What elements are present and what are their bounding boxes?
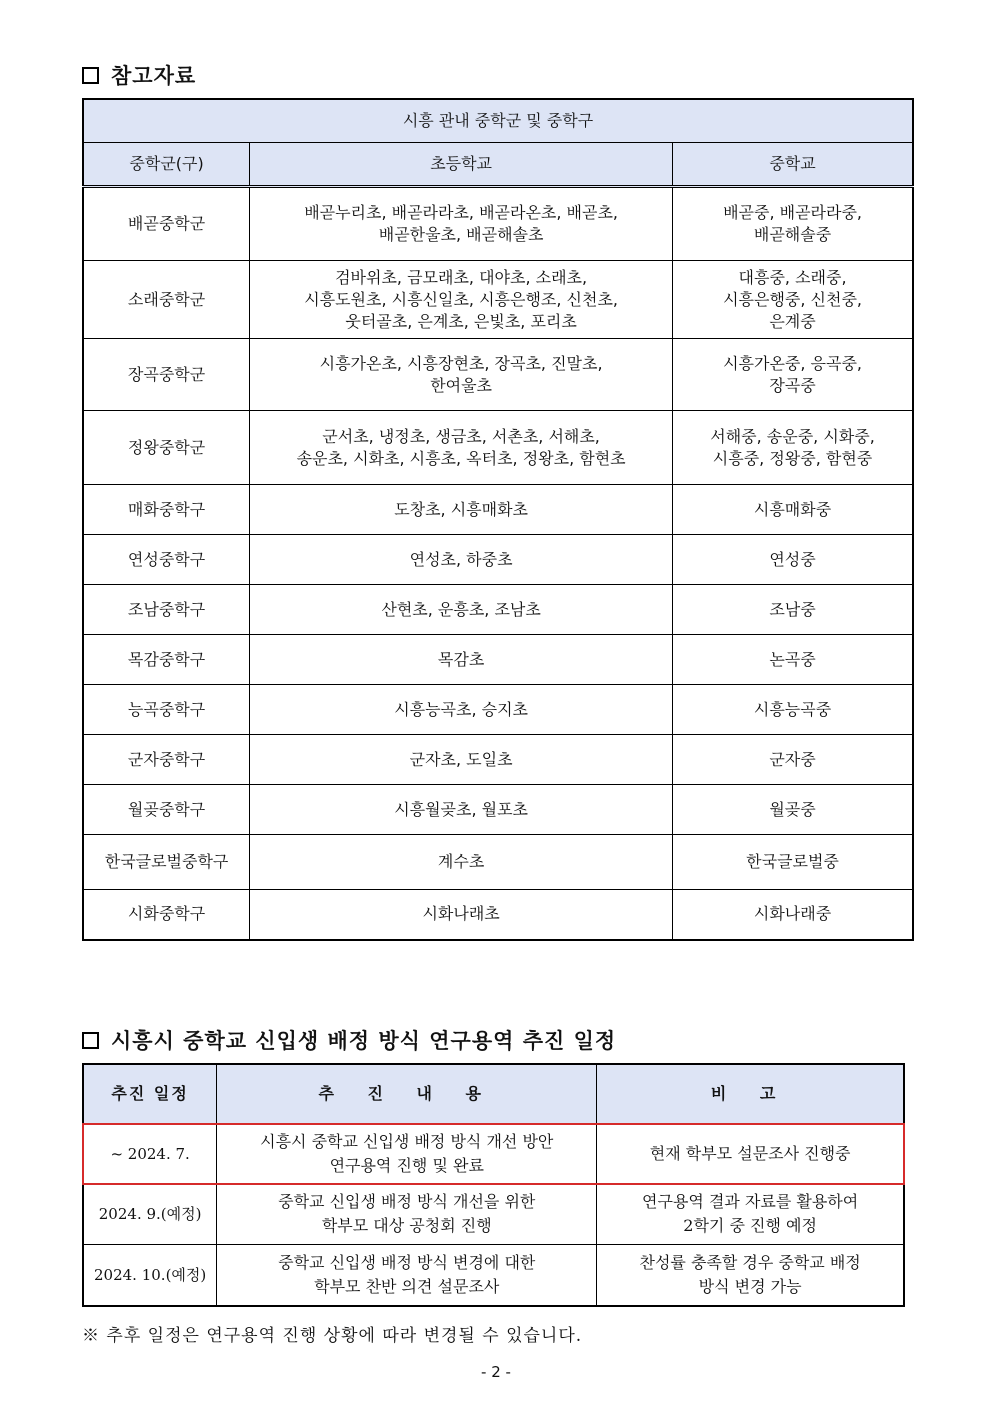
schedule-table <box>82 1063 905 1307</box>
table-row <box>83 535 913 585</box>
schedule-row <box>83 1184 904 1244</box>
schedule-note-line: 현재 학부모 설문조사 진행중 <box>649 1144 851 1163</box>
table-row <box>83 685 913 735</box>
elementary-schools-line: 웃터골초, 은계초, 은빛초, 포리초 <box>345 311 577 331</box>
table-row <box>83 339 913 411</box>
middle-schools-line: 시흥매화중 <box>753 499 832 519</box>
zone-name-cell: 소래중학군 <box>83 261 250 339</box>
reference-title-text: 참고자료 <box>111 64 197 88</box>
elementary-schools-cell <box>250 339 673 411</box>
middle-schools-cell <box>673 339 913 411</box>
elementary-schools-line: 배곧누리초, 배곧라라초, 배곧라온초, 배곧초, <box>304 203 618 222</box>
schedule-content-line: 학부모 대상 공청회 진행 <box>321 1216 492 1236</box>
middle-schools-line: 장곡중 <box>769 375 816 395</box>
elementary-schools-cell <box>250 785 673 835</box>
middle-schools-line: 서해중, 송운중, 시화중, <box>710 426 875 446</box>
middle-schools-cell <box>673 685 913 735</box>
elementary-schools-line: 군자초, 도일초 <box>409 749 513 769</box>
table-row <box>83 411 913 485</box>
zone-name-cell: 능곡중학구 <box>83 685 250 735</box>
schedule-title-text: 시흥시 중학교 신입생 배정 방식 연구용역 추진 일정 <box>111 1029 617 1053</box>
elementary-schools-line: 송운초, 시화초, 시흥초, 옥터초, 정왕초, 함현초 <box>296 448 626 468</box>
zone-name-cell: 시화중학구 <box>83 890 250 940</box>
middle-schools-line: 군자중 <box>769 749 816 769</box>
table-row <box>83 635 913 685</box>
schedule-content-line: 연구용역 진행 및 완료 <box>329 1156 484 1175</box>
schedule-note-cell <box>597 1184 904 1244</box>
checkbox-icon <box>82 67 99 84</box>
elementary-schools-line: 시흥가온초, 시흥장현초, 장곡초, 진말초, <box>319 353 603 373</box>
elementary-schools-line: 연성초, 하중초 <box>409 549 513 569</box>
schedule-note-line: 2학기 중 진행 예정 <box>683 1216 817 1236</box>
middle-schools-cell <box>673 585 913 635</box>
schedule-content-line: 학부모 찬반 의견 설문조사 <box>314 1276 500 1296</box>
table-caption: 시흥 관내 중학군 및 중학구 <box>83 99 913 143</box>
elementary-schools-cell <box>250 411 673 485</box>
middle-schools-cell <box>673 485 913 535</box>
schedule-note-line: 방식 변경 가능 <box>698 1276 802 1296</box>
zone-name-cell: 조남중학구 <box>83 585 250 635</box>
elementary-schools-cell <box>250 685 673 735</box>
elementary-schools-line: 계수초 <box>437 852 485 871</box>
zone-name-cell: 군자중학구 <box>83 735 250 785</box>
header-content: 추 진 내 용 <box>217 1064 597 1124</box>
schedule-content-line: 시흥시 중학교 신입생 배정 방식 개선 방안 <box>260 1132 554 1151</box>
header-zone: 중학군(구) <box>83 143 250 187</box>
middle-schools-line: 시흥은행중, 신천중, <box>723 289 862 309</box>
elementary-schools-cell <box>250 261 673 339</box>
table-row <box>83 585 913 635</box>
schedule-date-cell: 2024. 10.(예정) <box>83 1244 217 1306</box>
elementary-schools-cell <box>250 585 673 635</box>
table-row <box>83 261 913 339</box>
elementary-schools-line: 군서초, 냉정초, 생금초, 서촌초, 서해초, <box>322 426 600 446</box>
header-date: 추진 일정 <box>83 1064 217 1124</box>
middle-schools-cell <box>673 735 913 785</box>
elementary-schools-cell <box>250 835 673 890</box>
schedule-date-cell: 2024. 9.(예정) <box>83 1184 217 1244</box>
zone-name-cell: 목감중학구 <box>83 635 250 685</box>
table-row <box>83 187 913 261</box>
middle-schools-line: 한국글로벌중 <box>746 852 839 871</box>
zone-name-cell: 연성중학구 <box>83 535 250 585</box>
elementary-schools-line: 시흥능곡초, 승지초 <box>394 699 529 719</box>
middle-schools-cell <box>673 535 913 585</box>
middle-schools-line: 시흥능곡중 <box>753 699 832 719</box>
table-row <box>83 735 913 785</box>
elementary-schools-cell <box>250 890 673 940</box>
schedule-content-cell <box>217 1244 597 1306</box>
elementary-schools-cell <box>250 635 673 685</box>
middle-schools-line: 조남중 <box>769 599 816 619</box>
middle-schools-cell <box>673 261 913 339</box>
elementary-schools-line: 산현초, 운흥초, 조남초 <box>381 599 541 619</box>
zone-name-cell: 매화중학구 <box>83 485 250 535</box>
middle-schools-line: 은계중 <box>769 311 816 331</box>
elementary-schools-line: 시화나래초 <box>422 904 500 924</box>
table-row <box>83 485 913 535</box>
middle-schools-cell <box>673 411 913 485</box>
middle-schools-line: 배곧중, 배곧라라중, <box>723 203 862 222</box>
elementary-schools-line: 시흥월곶초, 월포초 <box>394 799 529 819</box>
schedule-note-line: 찬성률 충족할 경우 중학교 배정 <box>639 1252 861 1272</box>
table-row <box>83 785 913 835</box>
middle-schools-line: 연성중 <box>769 549 816 569</box>
middle-schools-cell <box>673 635 913 685</box>
schedule-note-cell <box>597 1124 904 1184</box>
elementary-schools-line: 배곧한울초, 배곧해솔초 <box>378 225 544 244</box>
zone-name-cell: 한국글로벌중학구 <box>83 835 250 890</box>
school-zone-table <box>82 98 914 941</box>
elementary-schools-cell <box>250 535 673 585</box>
middle-schools-cell <box>673 835 913 890</box>
elementary-schools-line: 검바위초, 금모래초, 대야초, 소래초, <box>335 267 588 287</box>
schedule-content-line: 중학교 신입생 배정 방식 개선을 위한 <box>278 1192 536 1212</box>
middle-schools-line: 월곶중 <box>769 799 816 819</box>
schedule-note-line: 연구용역 결과 자료를 활용하여 <box>642 1192 859 1212</box>
zone-name-cell: 배곧중학군 <box>83 187 250 261</box>
elementary-schools-line: 한여울초 <box>430 375 493 395</box>
zone-name-cell: 월곶중학구 <box>83 785 250 835</box>
schedule-section-title <box>82 1025 616 1055</box>
schedule-content-cell <box>217 1184 597 1244</box>
middle-schools-cell <box>673 187 913 261</box>
schedule-row <box>83 1124 904 1184</box>
header-note: 비 고 <box>597 1064 904 1124</box>
schedule-note-cell <box>597 1244 904 1306</box>
header-elementary: 초등학교 <box>250 143 673 187</box>
middle-schools-line: 논곡중 <box>769 649 816 669</box>
middle-schools-line: 배곧해솔중 <box>753 225 832 244</box>
middle-schools-cell <box>673 890 913 940</box>
middle-schools-cell <box>673 785 913 835</box>
zone-name-cell: 정왕중학군 <box>83 411 250 485</box>
schedule-date-cell: ~ 2024. 7. <box>83 1124 217 1184</box>
elementary-schools-cell <box>250 485 673 535</box>
checkbox-icon <box>82 1032 99 1049</box>
elementary-schools-line: 시흥도원초, 시흥신일초, 시흥은행조, 신천초, <box>304 289 618 309</box>
page-number: - 2 - <box>481 1363 511 1381</box>
elementary-schools-line: 도창초, 시흥매화초 <box>394 499 529 519</box>
middle-schools-line: 시화나래중 <box>753 904 832 924</box>
zone-name-cell: 장곡중학군 <box>83 339 250 411</box>
schedule-row <box>83 1244 904 1306</box>
middle-schools-line: 대흥중, 소래중, <box>738 267 847 287</box>
schedule-content-cell <box>217 1124 597 1184</box>
reference-section-title <box>82 60 196 90</box>
schedule-content-line: 중학교 신입생 배정 방식 변경에 대한 <box>278 1252 536 1272</box>
table-row <box>83 835 913 890</box>
elementary-schools-line: 목감초 <box>437 649 485 669</box>
footnote: ※ 추후 일정은 연구용역 진행 상황에 따라 변경될 수 있습니다. <box>82 1326 583 1346</box>
elementary-schools-cell <box>250 735 673 785</box>
middle-schools-line: 시흥중, 정왕중, 함현중 <box>712 448 873 468</box>
elementary-schools-cell <box>250 187 673 261</box>
table-row <box>83 890 913 940</box>
middle-schools-line: 시흥가온중, 응곡중, <box>723 353 862 373</box>
header-middle: 중학교 <box>673 143 913 187</box>
